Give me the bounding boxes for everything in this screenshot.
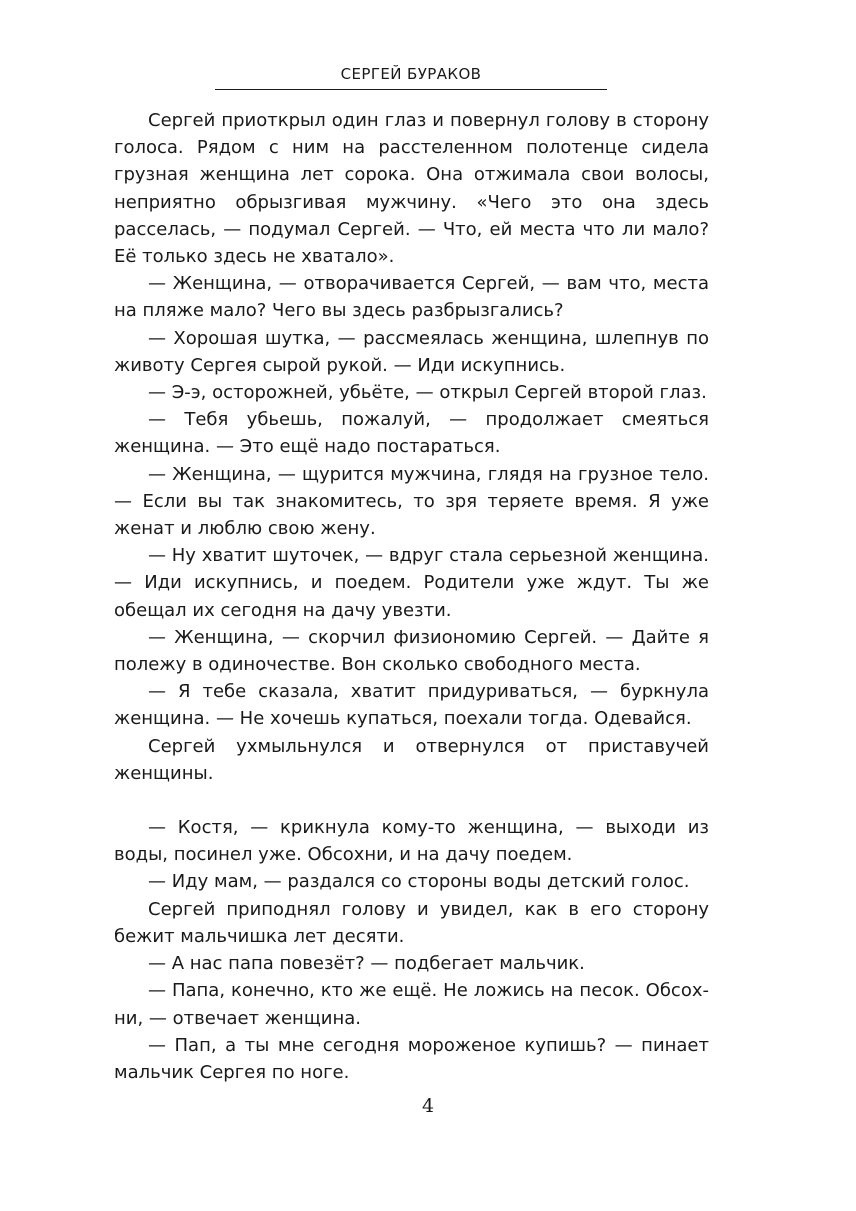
header-rule (215, 89, 607, 90)
paragraph: — Ну хватит шуточек, — вдруг стала серьезной женщина. — Иди искупнись, и поедем. Родители уже ждут. Ты же обещал их сегодня на дачу увезти. (114, 545, 709, 621)
paragraph: — Костя, — крикнула кому-то женщина, — выходи из воды, посинел уже. Обсохни, и на дачу поедем. (114, 817, 709, 866)
paragraph: — Тебя убьешь, пожалуй, — продолжает смеяться женщина. — Это ещё надо постараться. (114, 409, 709, 458)
paragraph: — Папа, конечно, кто же ещё. Не ложись на песок. Обсохни, — отвечает женщина. (114, 980, 709, 1029)
paragraph: — Женщина, — скорчил физиономию Сергей. — Дайте я полежу в одиночестве. Вон сколько свободного места. (114, 626, 709, 676)
paragraph: Сергей приоткрыл один глаз и повернул голову в сторону голоса. Рядом с ним на расстеленном полотенце сидела грузная женщина лет сорока. Она отжимала свои волосы, неприятно обрызгивая мужчину. «Чего это она здесь расселась, — подумал Сергей. — Что, ей места что ли мало? Её только здесь не хватало». (114, 110, 709, 268)
paragraph: — Женщина, — отворачивается Сергей, — вам что, места на пляже мало? Чего вы здесь разбрызгались? (114, 273, 709, 322)
page-number: 4 (421, 1095, 435, 1117)
paragraph: Сергей ухмыльнулся и отвернулся от приставучей женщины. (114, 735, 709, 784)
paragraph: — Хорошая шутка, — рассмеялась женщина, шлепнув по животу Сергея сырой рукой. — Иди искупнись. (114, 327, 709, 376)
paragraph: — Женщина, — щурится мужчина, глядя на грузное тело. — Если вы так знакомитесь, то зря теряете время. Я уже женат и люблю свою жену. (114, 463, 709, 540)
paragraph: — Э-э, осторожней, убьёте, — открыл Сергей второй глаз. (148, 382, 707, 404)
paragraph: — Пап, а ты мне сегодня мороженое купишь? — пинает мальчик Сергея по ноге. (114, 1034, 709, 1083)
paragraph: — А нас папа повезёт? — подбегает мальчик. (148, 953, 585, 975)
paragraph: — Я тебе сказала, хватит придуриваться, — буркнула женщина. — Не хочешь купаться, поехали тогда. Одевайся. (114, 681, 709, 730)
body-text (114, 107, 709, 1086)
paragraph: Сергей приподнял голову и увидел, как в его сторону бежит мальчишка лет десяти. (114, 898, 709, 947)
paragraph: — Иду мам, — раздался со стороны воды детский голос. (148, 871, 690, 893)
running-header-author: СЕРГЕЙ БУРАКОВ (340, 65, 482, 83)
